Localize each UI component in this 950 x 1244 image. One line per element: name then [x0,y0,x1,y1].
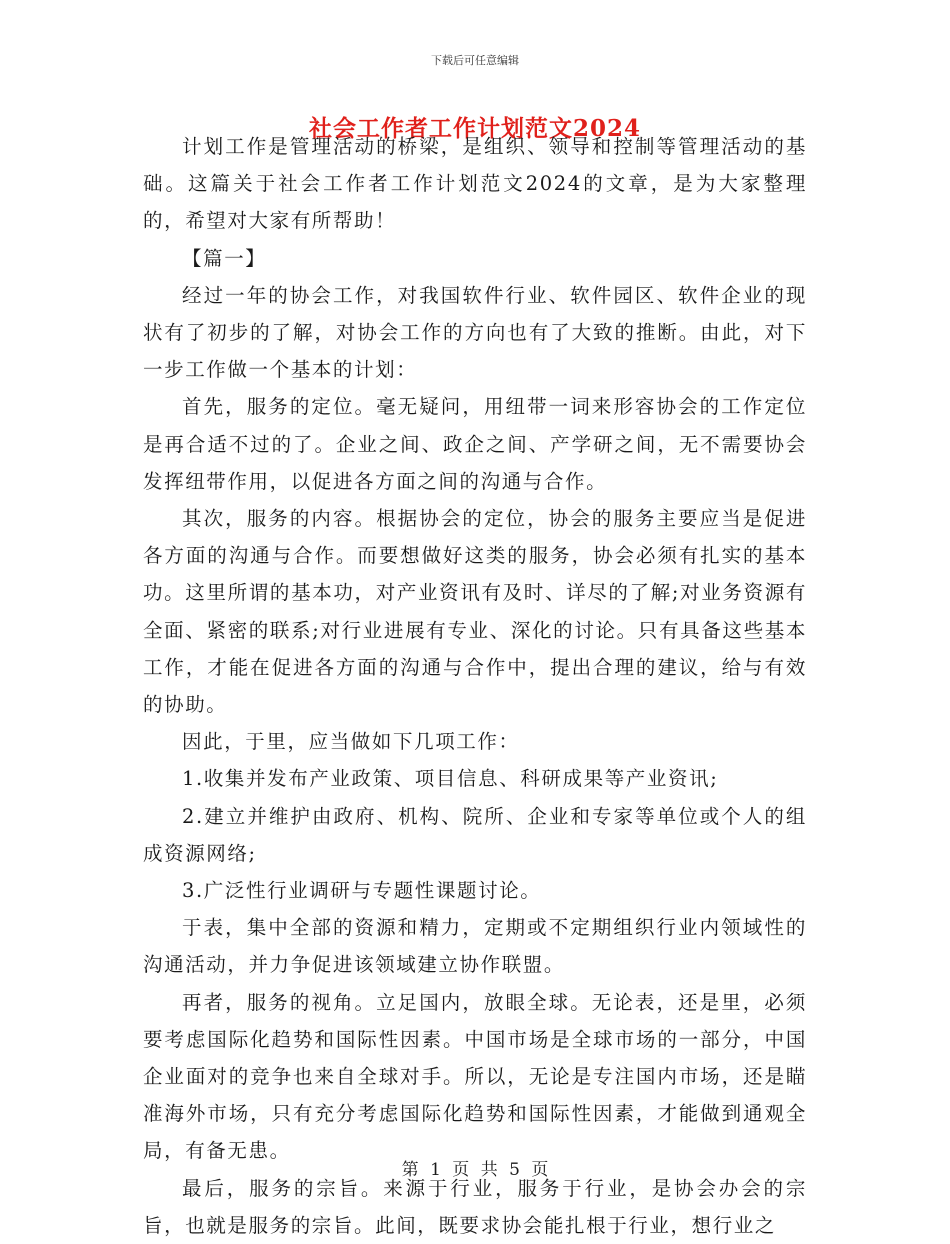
paragraph: 于表，集中全部的资源和精力，定期或不定期组织行业内领域性的沟通活动，并力争促进该领域建立协作联盟。 [143,916,807,977]
paragraph: 因此，于里，应当做如下几项工作： [182,730,520,754]
list-item: 1.收集并发布产业政策、项目信息、科研成果等产业资讯; [182,767,719,791]
document-title: 社会工作者工作计划范文2024 [308,115,641,142]
page-header: 下载后可任意编辑 [431,54,519,67]
paragraph: 首先，服务的定位。毫无疑问，用纽带一词来形容协会的工作定位是再合适不过的了。企业之间、政企之间、产学研之间，无不需要协会发挥纽带作用，以促进各方面之间的沟通与合作。 [143,395,807,493]
paragraph: 再者，服务的视角。立足国内，放眼全球。无论表，还是里，必须要考虑国际化趋势和国际性因素。中国市场是全球市场的一部分，中国企业面对的竞争也来自全球对手。所以，无论是专注国内市场，还是瞄准海外市场，只有充分考虑国际化趋势和国际性因素，才能做到通观全局，有备无患。 [143,990,807,1163]
document-body [143,128,807,1244]
paragraph-intro: 计划工作是管理活动的桥梁，是组织、领导和控制等管理活动的基础。这篇关于社会工作者工作计划范文2024的文章，是为大家整理的，希望对大家有所帮助！ [143,135,807,233]
paragraph: 最后，服务的宗旨。来源于行业，服务于行业，是协会办会的宗旨，也就是服务的宗旨。此间，既要求协会能扎根于行业，想行业之 [143,1176,807,1237]
list-item: 3.广泛性行业调研与专题性课题讨论。 [182,879,542,903]
list-item: 2.建立并维护由政府、机构、院所、企业和专家等单位或个人的组成资源网络; [143,804,807,865]
paragraph: 其次，服务的内容。根据协会的定位，协会的服务主要应当是促进各方面的沟通与合作。而要想做好这类的服务，协会必须有扎实的基本功。这里所谓的基本功，对产业资讯有及时、详尽的了解;对业务资源有全面、紧密的联系;对行业进展有专业、深化的讨论。只有具备这些基本工作，才能在促进各方面的沟通与合作中，提出合理的建议，给与有效的协助。 [143,507,807,717]
page-number-footer: 第 1 页 共 5 页 [401,1160,549,1180]
paragraph: 经过一年的协会工作，对我国软件行业、软件园区、软件企业的现状有了初步的了解，对协会工作的方向也有了大致的推断。由此，对下一步工作做一个基本的计划： [143,283,807,382]
section-heading: 【篇一】 [182,246,267,270]
